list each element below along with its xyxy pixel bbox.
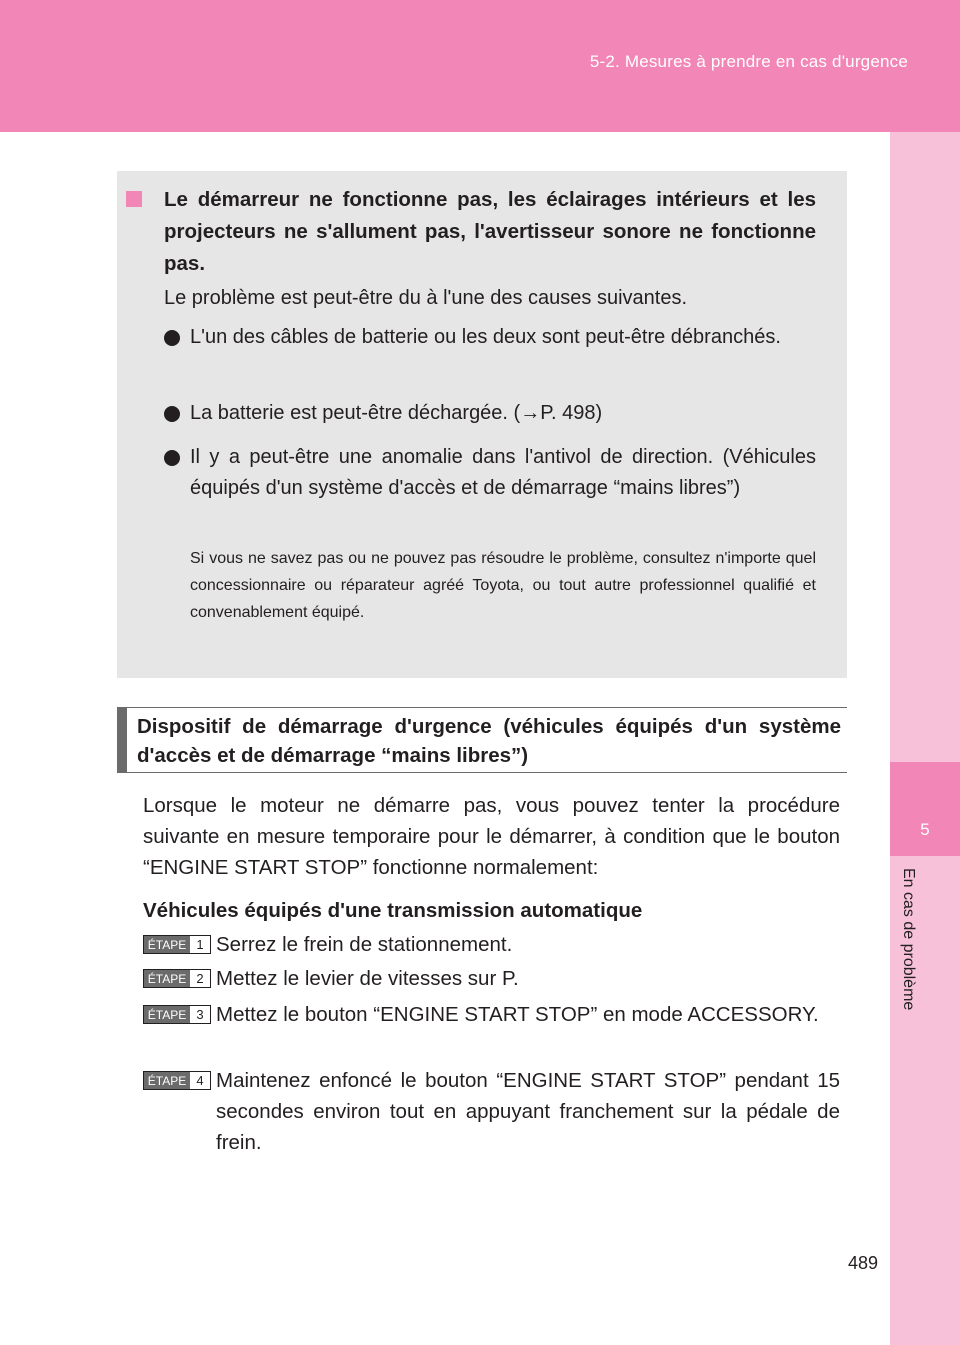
step-item <box>143 999 840 1030</box>
side-strip <box>890 132 960 1345</box>
step-item <box>143 963 840 994</box>
step-item <box>143 929 840 960</box>
section-paragraph: Lorsque le moteur ne démarre pas, vous pouvez tenter la procédure suivante en mesure temporaire pour le démarrer, à condition que le bouton “ENGINE START STOP” fonctionne normalement: <box>143 794 840 879</box>
chapter-title: 5-2. Mesures à prendre en cas d'urgence <box>589 52 908 71</box>
step-text: Mettez le levier de vitesses sur P. <box>216 967 519 990</box>
bullet-dot-icon <box>164 330 180 346</box>
step-text: Maintenez enfoncé le bouton “ENGINE START STOP” pendant 15 secondes environ tout en appuyant franchement sur la pédale de frein. <box>216 1069 840 1154</box>
step-word: ÉTAPE <box>144 1072 190 1089</box>
section-title: Dispositif de démarrage d'urgence (véhicules équipés d'un système d'accès et de démarrage “mains libres”) <box>137 715 841 767</box>
list-item <box>164 322 816 353</box>
step-word: ÉTAPE <box>144 936 190 953</box>
step-badge <box>143 935 211 954</box>
step-number: 1 <box>190 936 210 953</box>
step-number: 2 <box>190 970 210 987</box>
step-text: Serrez le frein de stationnement. <box>216 933 513 956</box>
list-item <box>164 398 816 429</box>
step-word: ÉTAPE <box>144 970 190 987</box>
chapter-tab[interactable] <box>890 762 960 856</box>
chapter-label: En cas de problème <box>900 868 917 1011</box>
step-badge <box>143 969 211 988</box>
section-bar-accent <box>117 708 127 772</box>
bullet-dot-icon <box>164 406 180 422</box>
step-item <box>143 1065 840 1158</box>
square-bullet-icon <box>126 191 142 207</box>
step-badge <box>143 1071 211 1090</box>
chapter-number: 5 <box>920 820 930 839</box>
bullet-dot-icon <box>164 450 180 466</box>
step-badge <box>143 1005 211 1024</box>
step-number: 4 <box>190 1072 210 1089</box>
info-box-intro: Le problème est peut-être du à l'une des causes suivantes. <box>164 287 688 309</box>
list-item-text: Il y a peut-être une anomalie dans l'antivol de direction. (Véhicules équipés d'un système d'accès et de démarrage “mains libres”) <box>190 446 816 499</box>
page-header <box>0 0 960 132</box>
step-number: 3 <box>190 1006 210 1023</box>
section-heading-bar <box>117 707 847 773</box>
list-item-text: La batterie est peut-être déchargée. (→P. 498) <box>190 402 603 424</box>
list-item-text: L'un des câbles de batterie ou les deux sont peut-être débranchés. <box>190 326 781 348</box>
step-text: Mettez le bouton “ENGINE START STOP” en mode ACCESSORY. <box>216 1003 819 1026</box>
step-word: ÉTAPE <box>144 1006 190 1023</box>
page-number: 489 <box>847 1253 878 1273</box>
info-box-heading: Le démarreur ne fonctionne pas, les éclairages intérieurs et les projecteurs ne s'allument pas, l'avertisseur sonore ne fonctionne pas. <box>164 188 816 275</box>
list-item <box>164 442 816 504</box>
section-subheading: Véhicules équipés d'une transmission automatique <box>143 899 643 922</box>
info-box-note: Si vous ne savez pas ou ne pouvez pas résoudre le problème, consultez n'importe quel concessionnaire ou réparateur agréé Toyota, ou tout autre professionnel qualifié et convenablement équipé. <box>190 550 816 621</box>
